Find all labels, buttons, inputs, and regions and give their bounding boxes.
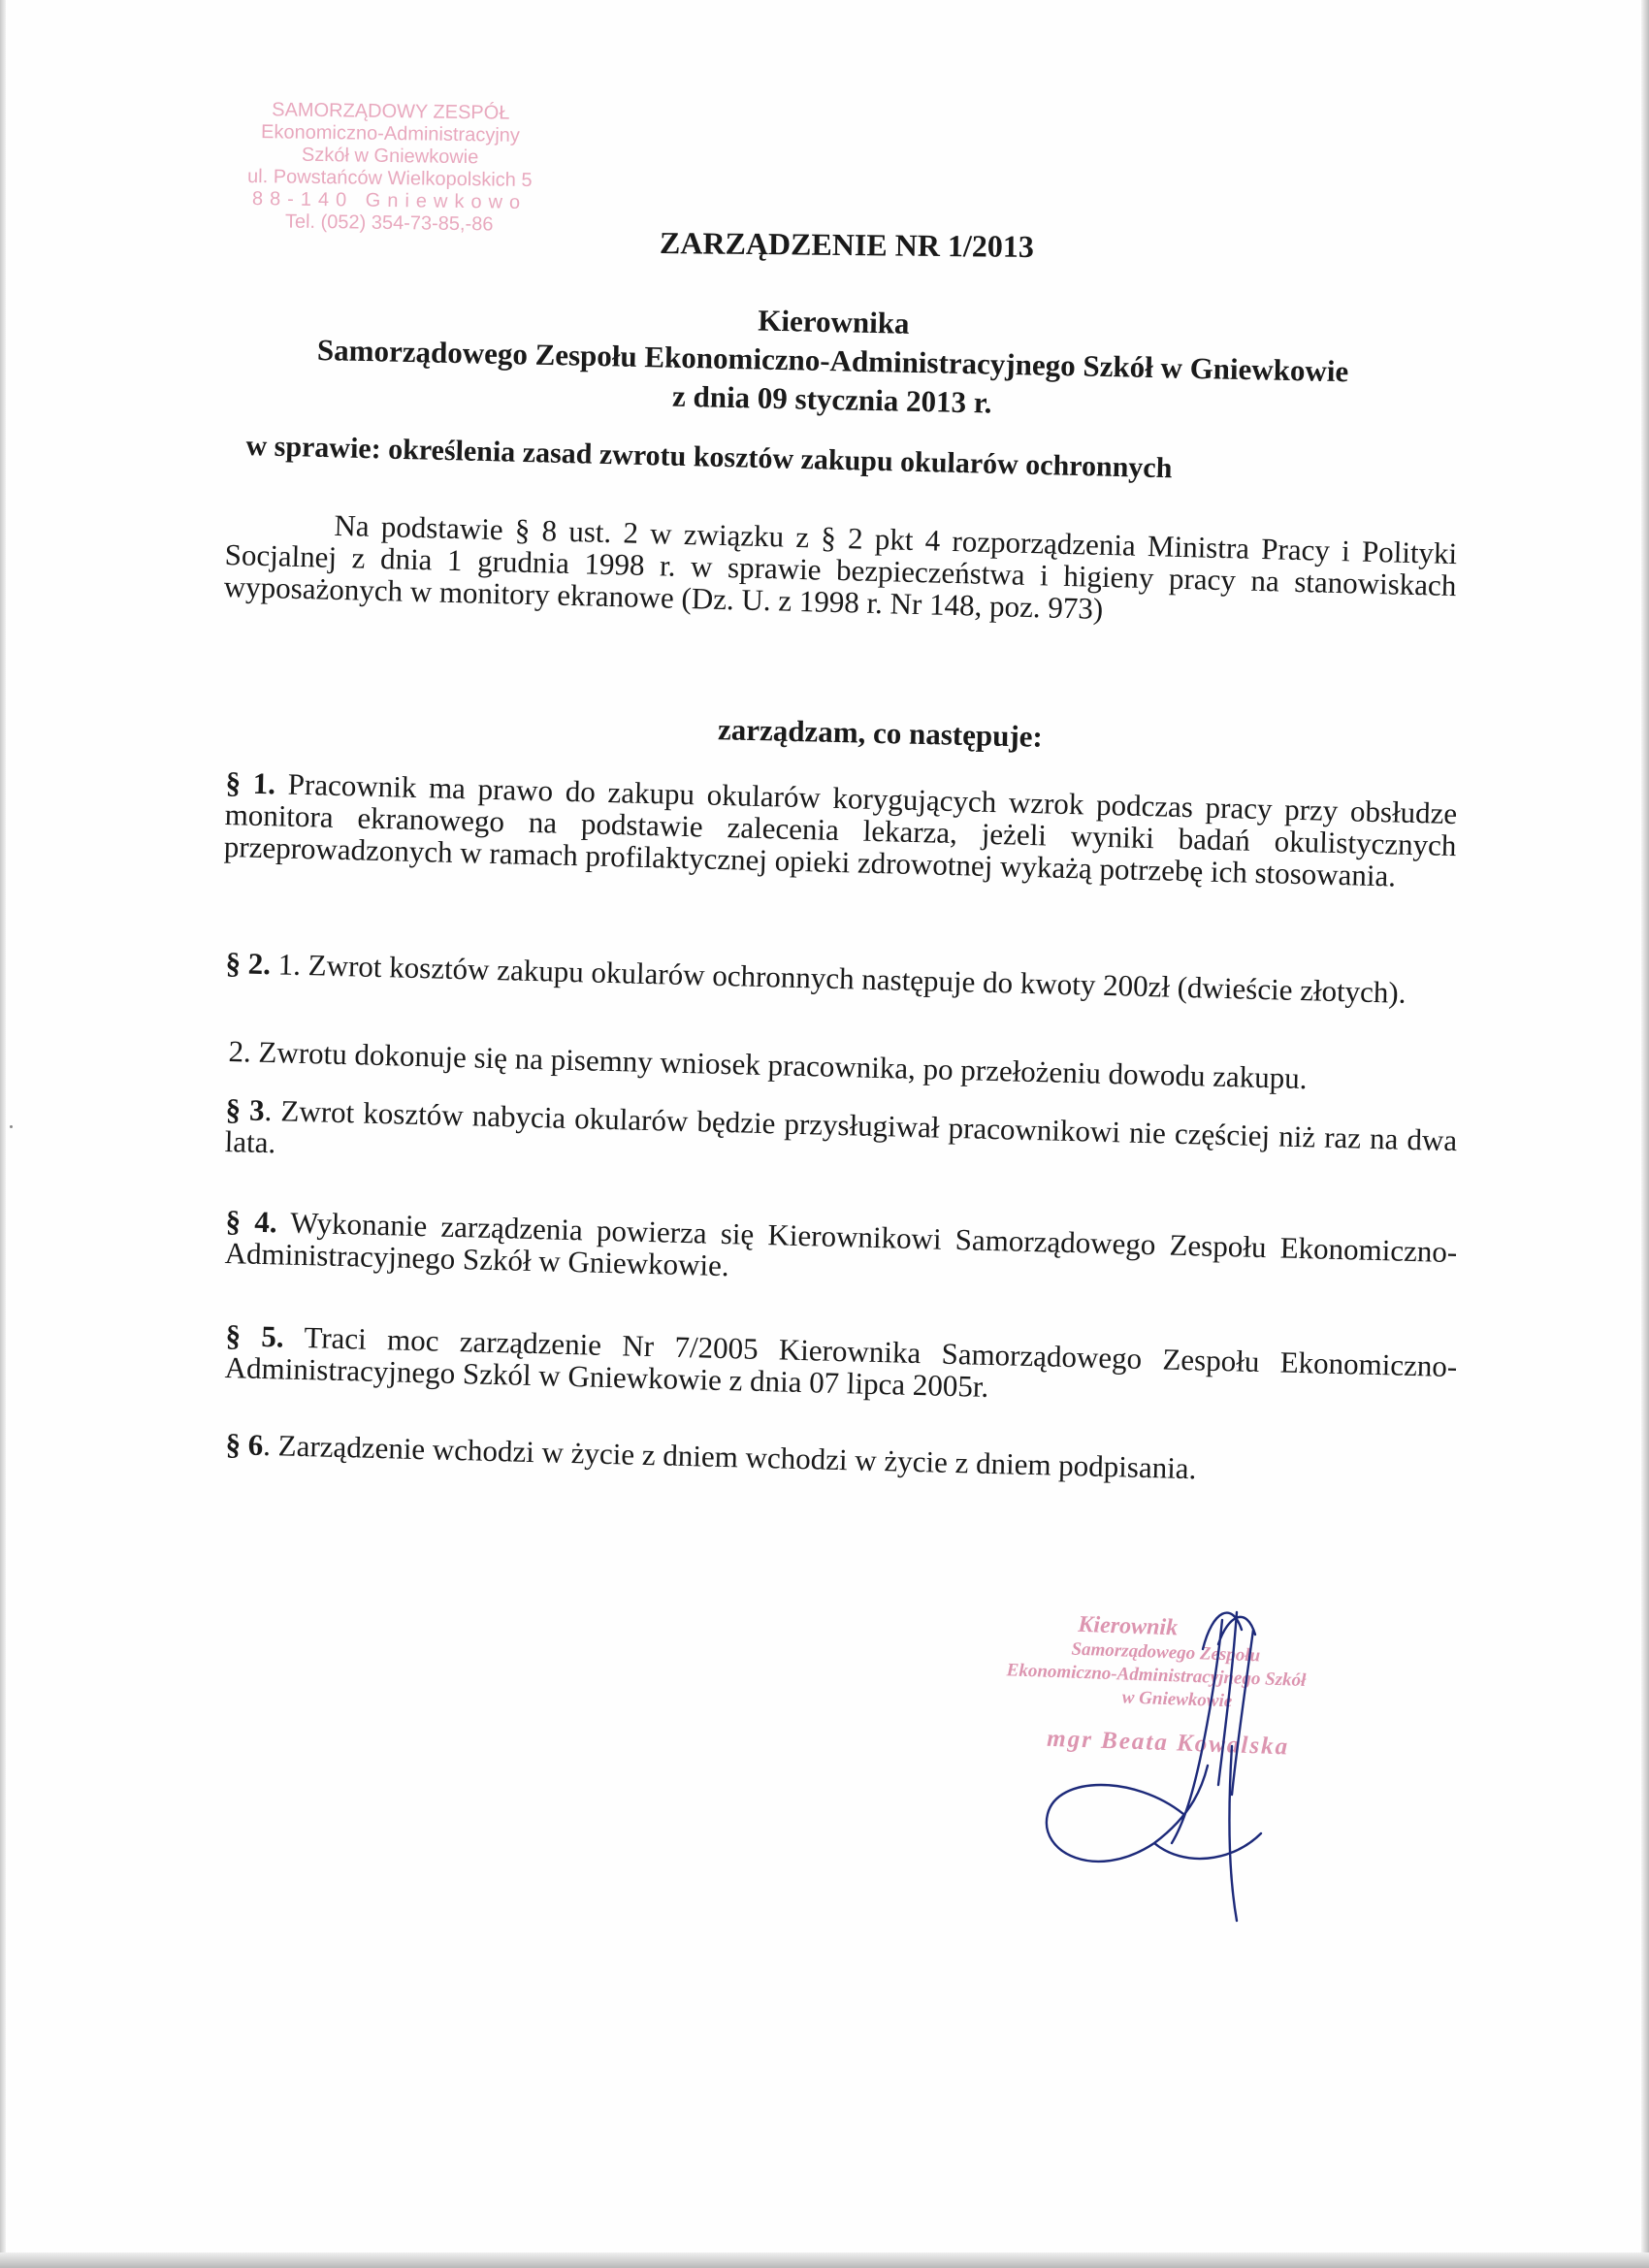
heading-date: z dnia 09 stycznia 2013 r.: [671, 378, 992, 420]
document-heading: [269, 291, 1396, 431]
stamp-line-street: ul. Powstańców Wielkopolskich 5: [246, 165, 533, 192]
stamp-line-name: SAMORZĄDOWY ZESPÓŁ: [272, 99, 510, 124]
stamp-line-city: 88-140 Gniewkowo: [251, 188, 528, 213]
section-2-point-1: 1. Zwrot kosztów zakupu okularów ochronnych następuje do kwoty 200zł (dwieście złotych).: [277, 947, 1406, 1010]
section-6-text: . Zarządzenie wchodzi w życie z dniem wchodzi w życie z dniem podpisania.: [262, 1427, 1197, 1486]
section-3-text: . Zwrot kosztów nabycia okularów będzie przysługiwał pracownikowi nie częściej niż raz na dwa lata.: [224, 1093, 1458, 1160]
section-6: [225, 1428, 1457, 1491]
section-2-label: § 2.: [225, 946, 272, 982]
heading-issuer-role: Kierownika: [758, 303, 910, 340]
section-4-label: § 4.: [225, 1204, 278, 1240]
scan-edge-right: [1641, 0, 1649, 2268]
section-3-label: § 3: [225, 1092, 266, 1128]
heading-issuer-unit: Samorządowego Zespołu Ekonomiczno-Administracyjnego Szkół w Gniewkowie: [316, 333, 1349, 389]
scan-speck: [10, 1125, 13, 1128]
section-4-text: Wykonanie zarządzenia powierza się Kierownikowi Samorządowego Zespołu Ekonomiczno-Administracyjnego Szkół w Gniewkowie.: [224, 1205, 1458, 1283]
section-5: [224, 1319, 1457, 1414]
section-1-label: § 1.: [225, 765, 276, 801]
section-2-point-2: 2. Zwrotu dokonuje się na pisemny wniosek pracownika, po przełożeniu dowodu zakupu.: [228, 1034, 1308, 1096]
stamp-line-type: Ekonomiczno-Administracyjny: [260, 121, 521, 146]
handwritten-signature: [1038, 1591, 1290, 1940]
section-2: [225, 947, 1457, 1010]
document-subject: w sprawie: określenia zasad zwrotu kosztów zakupu okularów ochronnych: [245, 430, 1173, 485]
section-1: [223, 766, 1457, 893]
section-5-text: Traci moc zarządzenie Nr 7/2005 Kierownika Samorządowego Zespołu Ekonomiczno-Administracyjnego Szkól w Gniewkowie z dnia 07 lipca 2005r.: [224, 1320, 1458, 1404]
section-5-label: § 5.: [225, 1318, 285, 1354]
sig-stamp-unit: Samorządowego Zespołu: [1071, 1638, 1261, 1667]
scan-edge-left: [0, 0, 6, 2268]
preamble-paragraph: Na podstawie § 8 ust. 2 w związku z § 2 pkt 4 rozporządzenia Ministra Pracy i Polityki Socjalnej z dnia 1 grudnia 1998 r. w sprawie bezpieczeństwa i higieny pracy na stanowiskach wyposażonych w monitory ekranowe (Dz. U. z 1998 r. Nr 148, poz. 973): [223, 507, 1458, 626]
section-3: [224, 1093, 1457, 1188]
sig-stamp-role: Kierownik: [1077, 1611, 1179, 1641]
decree-phrase: zarządzam, co następuje:: [717, 712, 1044, 754]
section-1-text: Pracownik ma prawo do zakupu okularów korygujących wzrok podczas pracy przy obsłudze monitora ekranowego na podstawie zalecenia lekarza, jeżeli wyniki badań okulistycznych przeprowadzonych w ramach profilaktycznej opieki zdrowotnej wykażą potrzebę ich stosowania.: [223, 766, 1458, 893]
sig-stamp-type: Ekonomiczno-Administracyjnego Szkół: [1006, 1660, 1307, 1692]
sig-stamp-city: w Gniewkowie: [1121, 1687, 1233, 1712]
institution-stamp: [214, 98, 566, 237]
sig-stamp-person: mgr Beata Kowalska: [1046, 1725, 1290, 1761]
stamp-line-schools: Szkół w Gniewkowie: [301, 144, 479, 169]
section-4: [224, 1205, 1457, 1300]
stamp-line-phone: Tel. (052) 354-73-85,-86: [284, 211, 494, 236]
section-6-label: § 6: [225, 1427, 264, 1462]
document-title: ZARZĄDZENIE NR 1/2013: [659, 224, 1035, 265]
scan-edge-bottom: [0, 2252, 1649, 2268]
